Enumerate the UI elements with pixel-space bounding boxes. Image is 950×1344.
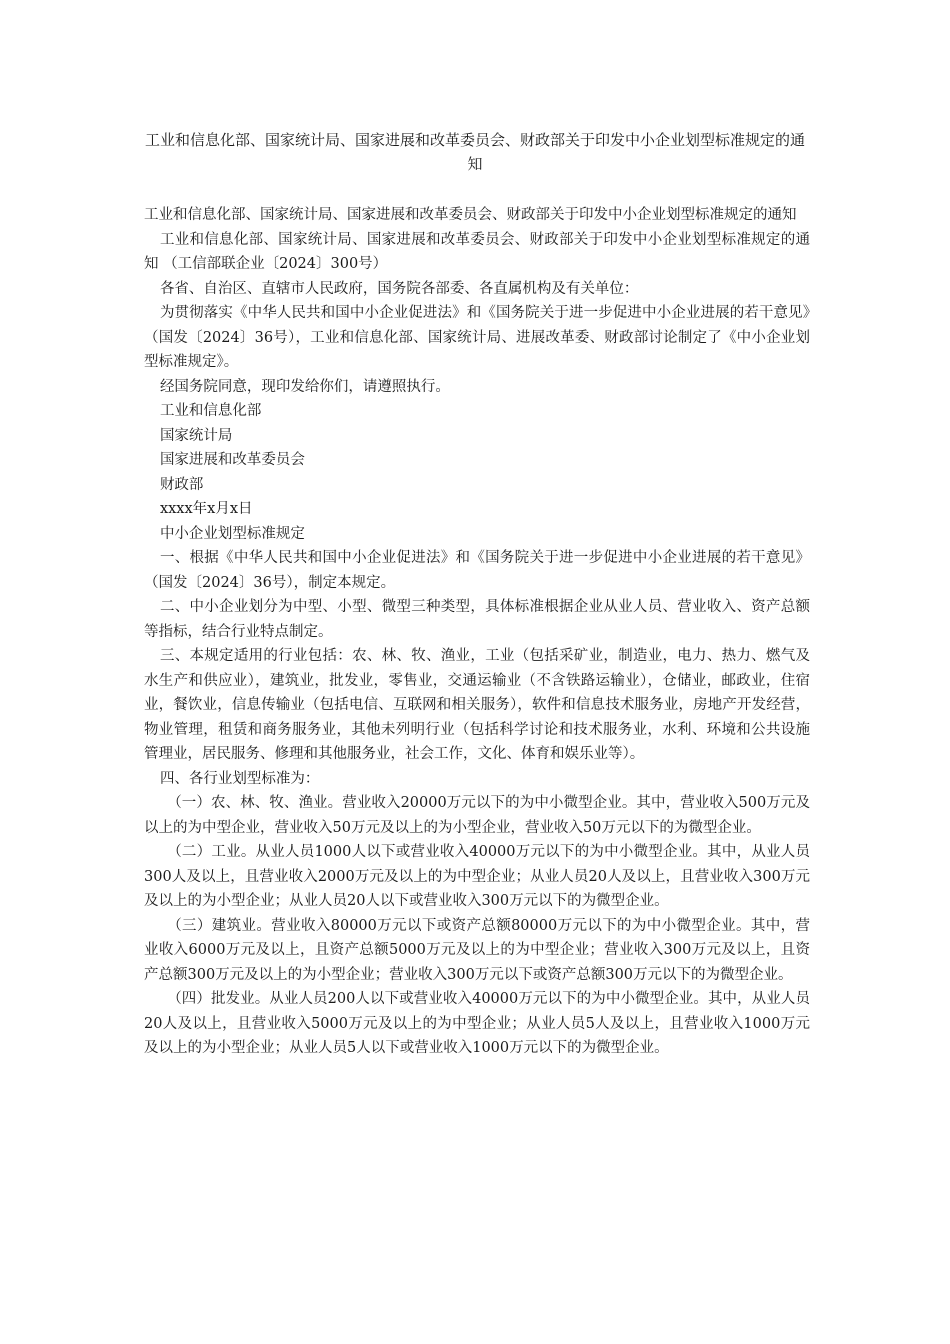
sub-item: （四）批发业。从业人员200人以下或营业收入40000万元以下的为中小微型企业。其中，从业人员20人及以上，且营业收入5000万元及以上的为中型企业；从业人员5人及以上，且营业收入1000万元及以上的为小型企业；从业人员5人以下或营业收入1000万元以下的为微型企业。 <box>144 991 810 1056</box>
issue-date: xxxx年x月x日 <box>159 501 253 517</box>
approval-paragraph: 经国务院同意，现印发给你们，请遵照执行。 <box>159 378 450 395</box>
sub-item: （二）工业。从业人员1000人以下或营业收入40000万元以下的为中小微型企业。其中，从业人员300人及以上，且营业收入2000万元及以上的为中型企业；从业人员20人及以上，且营业收入300万元及以上的为小型企业；从业人员20人以下或营业收入300万元以下的为微型企业。 <box>144 844 810 909</box>
regulation-title: 中小企业划型标准规定 <box>159 525 305 542</box>
signatory: 工业和信息化部 <box>159 403 262 419</box>
addressees: 各省、自治区、直辖市人民政府，国务院各部委、各直属机构及有关单位： <box>159 280 639 297</box>
signatory: 财政部 <box>159 476 204 493</box>
notice-line: 工业和信息化部、国家统计局、国家进展和改革委员会、财政部关于印发中小企业划型标准规定的通知 （工信部联企业〔2024〕300号） <box>144 231 810 272</box>
sub-item: （一）农、林、牧、渔业。营业收入20000万元以下的为中小微型企业。其中，营业收入500万元及以上的为中型企业，营业收入50万元及以上的为小型企业，营业收入50万元以下的为微型企业。 <box>144 795 810 836</box>
signatory: 国家进展和改革委员会 <box>159 452 305 468</box>
document-title: 工业和信息化部、国家统计局、国家进展和改革委员会、财政部关于印发中小企业划型标准规定的通知 <box>144 131 805 173</box>
signatory: 国家统计局 <box>159 427 233 444</box>
article: 三、本规定适用的行业包括：农、林、牧、渔业，工业（包括采矿业，制造业，电力、热力、燃气及水生产和供应业），建筑业，批发业，零售业，交通运输业（不含铁路运输业），仓储业，邮政业，住宿业，餐饮业，信息传输业（包括电信、互联网和相关服务），软件和信息技术服务业，房地产开发经营，物业管理，租赁和商务服务业，其他未列明行业（包括科学讨论和技术服务业，水利、环境和公共设施管理业，居民服务、修理和其他服务业，社会工作，文化、体育和娱乐业等）。 <box>144 648 810 762</box>
purpose-paragraph: 为贯彻落实《中华人民共和国中小企业促进法》和《国务院关于进一步促进中小企业进展的若干意见》（国发〔2024〕36号），工业和信息化部、国家统计局、进展改革委、财政部讨论制定了《中小企业划型标准规定》。 <box>144 305 810 370</box>
article: 二、中小企业划分为中型、小型、微型三种类型，具体标准根据企业从业人员、营业收入、资产总额等指标，结合行业特点制定。 <box>144 599 810 640</box>
document-body <box>144 203 810 1061</box>
article: 四、各行业划型标准为： <box>159 770 320 787</box>
article: 一、根据《中华人民共和国中小企业促进法》和《国务院关于进一步促进中小企业进展的若干意见》（国发〔2024〕36号），制定本规定。 <box>144 550 810 591</box>
sub-item: （三）建筑业。营业收入80000万元以下或资产总额80000万元以下的为中小微型企业。其中，营业收入6000万元及以上，且资产总额5000万元及以上的为中型企业；营业收入300万元及以上，且资产总额300万元及以上的为小型企业；营业收入300万元以下或资产总额300万元以下的为微型企业。 <box>144 917 810 983</box>
heading-repeat: 工业和信息化部、国家统计局、国家进展和改革委员会、财政部关于印发中小企业划型标准规定的通知 <box>144 207 797 223</box>
